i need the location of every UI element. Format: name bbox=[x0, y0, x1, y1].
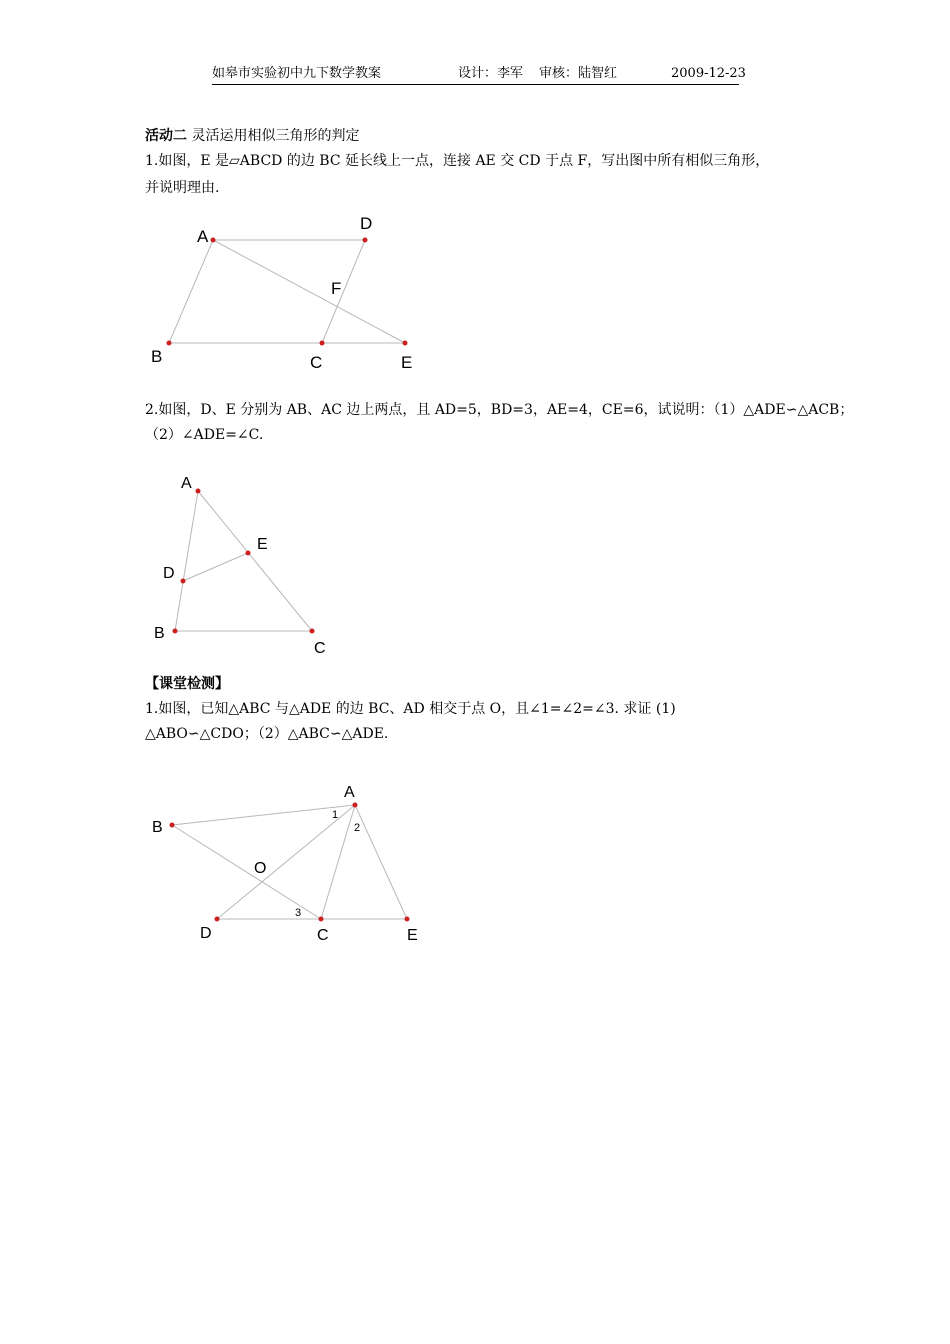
angle-label-2: 2 bbox=[354, 822, 361, 834]
segment-ab bbox=[169, 240, 213, 343]
point-e bbox=[403, 341, 408, 346]
point-c-3 bbox=[319, 917, 324, 922]
check-heading: 【课堂检测】 bbox=[145, 676, 229, 692]
segment-ad-3 bbox=[217, 805, 355, 919]
label-d-3: D bbox=[200, 925, 212, 942]
point-d-3 bbox=[215, 917, 220, 922]
activity2-heading-bold: 活动二 bbox=[145, 128, 187, 144]
label-f: F bbox=[331, 279, 342, 298]
label-e: E bbox=[401, 353, 413, 372]
segment-ae-3 bbox=[355, 805, 407, 919]
segment-ae bbox=[213, 240, 405, 343]
check-q1-line1: 1.如图，已知△ABC 与△ADE 的边 BC、AD 相交于点 O，且∠1=∠2=∠3. 求证 (1) bbox=[145, 701, 676, 717]
point-b-3 bbox=[170, 823, 175, 828]
point-e-3 bbox=[405, 917, 410, 922]
point-a-2 bbox=[196, 489, 201, 494]
header-designer: 设计：李军 bbox=[458, 66, 524, 81]
label-a-3: A bbox=[344, 784, 355, 801]
segment-ac-2 bbox=[198, 491, 312, 631]
segment-de-2 bbox=[183, 553, 248, 581]
q2-text-line2: （2）∠ADE=∠C. bbox=[145, 427, 264, 443]
label-e-3: E bbox=[407, 927, 418, 944]
segment-dc bbox=[322, 240, 365, 343]
check-q1-line2: △ABO∽△CDO；（2）△ABC∽△ADE. bbox=[145, 726, 389, 742]
label-b: B bbox=[151, 347, 163, 366]
label-c-2: C bbox=[314, 640, 326, 657]
label-a-2: A bbox=[181, 475, 192, 492]
angle-label-3: 3 bbox=[295, 907, 302, 919]
point-d bbox=[363, 238, 368, 243]
header-reviewer: 审核：陆智红 bbox=[539, 66, 618, 81]
label-o-3: O bbox=[254, 860, 267, 877]
label-b-3: B bbox=[152, 819, 163, 836]
activity2-heading-rest: 灵活运用相似三角形的判定 bbox=[187, 128, 360, 144]
q2-text-line1: 2.如图，D、E 分别为 AB、AC 边上两点，且 AD=5，BD=3，AE=4，CE=6，试说明：（1）△ADE∽△ACB； bbox=[145, 402, 854, 418]
label-d: D bbox=[360, 214, 373, 233]
point-d-2 bbox=[181, 579, 186, 584]
segment-ab-2 bbox=[175, 491, 198, 631]
segment-ba-3 bbox=[172, 805, 355, 825]
angle-label-1: 1 bbox=[332, 809, 339, 821]
segment-bc-3 bbox=[172, 825, 321, 919]
label-a: A bbox=[197, 227, 209, 246]
label-c: C bbox=[310, 353, 323, 372]
label-c-3: C bbox=[317, 927, 329, 944]
header-title: 如皋市实验初中九下数学教案 bbox=[212, 66, 382, 81]
label-d-2: D bbox=[163, 565, 175, 582]
point-a bbox=[211, 238, 216, 243]
q1-text-line2: 并说明理由. bbox=[145, 180, 220, 196]
q1-text-line1: 1.如图，E 是▱ABCD 的边 BC 延长线上一点，连接 AE 交 CD 于点 F，写出图中所有相似三角形， bbox=[145, 153, 770, 169]
point-a-3 bbox=[353, 803, 358, 808]
point-c-2 bbox=[310, 629, 315, 634]
label-e-2: E bbox=[257, 536, 268, 553]
point-b bbox=[167, 341, 172, 346]
segment-ac-3 bbox=[321, 805, 355, 919]
point-e-2 bbox=[246, 551, 251, 556]
point-c bbox=[320, 341, 325, 346]
point-b-2 bbox=[173, 629, 178, 634]
label-b-2: B bbox=[154, 625, 165, 642]
header-date: 2009-12-23 bbox=[671, 66, 746, 81]
